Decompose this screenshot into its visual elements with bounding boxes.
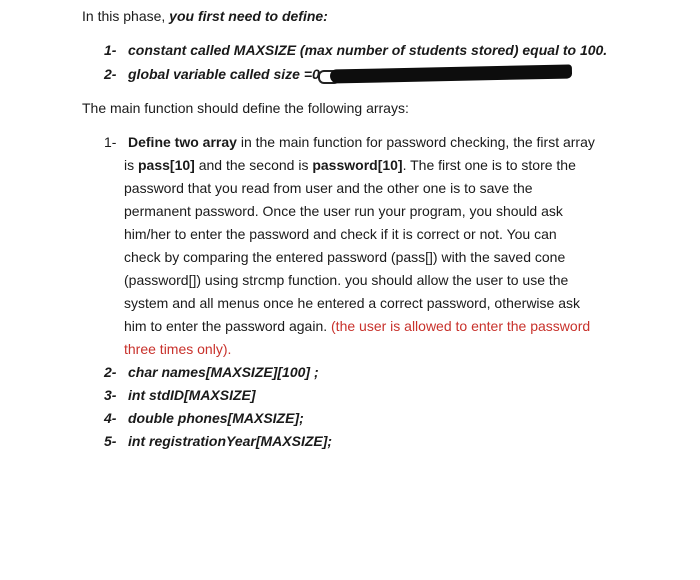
bold-phrase: pass[10] bbox=[138, 157, 195, 173]
text-span: . The first one is to store the bbox=[402, 157, 576, 173]
array-item-1-line5: him/her to enter the password and check if it is correct or not. You can bbox=[124, 226, 557, 242]
bold-phrase: Define two array bbox=[128, 134, 237, 150]
main-intro: The main function should define the following arrays: bbox=[82, 100, 409, 116]
array-item-1-line2 bbox=[124, 155, 576, 175]
text-span: him to enter the password again. bbox=[124, 318, 332, 334]
array-item-1-line1 bbox=[104, 132, 595, 152]
array-text: int registrationYear[MAXSIZE]; bbox=[128, 433, 333, 449]
bold-phrase: password[10] bbox=[312, 157, 403, 173]
array-item-3 bbox=[104, 385, 256, 405]
array-text: double phones[MAXSIZE]; bbox=[128, 410, 304, 426]
redaction-bar bbox=[330, 64, 572, 83]
text-span: is bbox=[124, 157, 138, 173]
definition-number: 2- bbox=[104, 66, 117, 82]
definition-item-1 bbox=[104, 40, 607, 60]
red-note: (the user is allowed to enter the password bbox=[331, 318, 591, 334]
array-item-2 bbox=[104, 362, 319, 382]
array-item-1-line4: permanent password. Once the user run your program, you should ask bbox=[124, 203, 563, 219]
array-item-1-line6: check by comparing the entered password (pass[]) with the saved cone bbox=[124, 249, 566, 265]
array-text: int stdID[MAXSIZE] bbox=[128, 387, 256, 403]
intro-line bbox=[82, 6, 328, 26]
array-item-5 bbox=[104, 431, 332, 451]
array-item-1-line8: system and all menus once he entered a correct password, otherwise ask bbox=[124, 295, 581, 311]
intro-prefix: In this phase, bbox=[82, 8, 170, 24]
array-number: 1- bbox=[104, 134, 117, 150]
array-item-1-line7: (password[]) using strcmp function. you should allow the user to use the bbox=[124, 272, 569, 288]
intro-emphasis: you first need to define: bbox=[169, 8, 328, 24]
array-item-1-line3: password that you read from user and the other one is to save the bbox=[124, 180, 533, 196]
text-span: in the main function for password checking, the first array bbox=[236, 134, 595, 150]
definition-number: 1- bbox=[104, 42, 117, 58]
definition-text: constant called MAXSIZE (max number of students stored) equal to 100. bbox=[128, 42, 608, 58]
array-number: 2- bbox=[104, 364, 117, 380]
array-number: 5- bbox=[104, 433, 117, 449]
array-item-4 bbox=[104, 408, 304, 428]
array-number: 3- bbox=[104, 387, 117, 403]
array-item-1-line10: three times only). bbox=[124, 341, 232, 357]
array-number: 4- bbox=[104, 410, 117, 426]
definition-item-2 bbox=[104, 64, 320, 84]
array-text: char names[MAXSIZE][100] ; bbox=[128, 364, 319, 380]
definition-text: global variable called size =0 bbox=[128, 66, 320, 82]
array-item-1-line9 bbox=[124, 316, 590, 336]
text-span: and the second is bbox=[194, 157, 313, 173]
